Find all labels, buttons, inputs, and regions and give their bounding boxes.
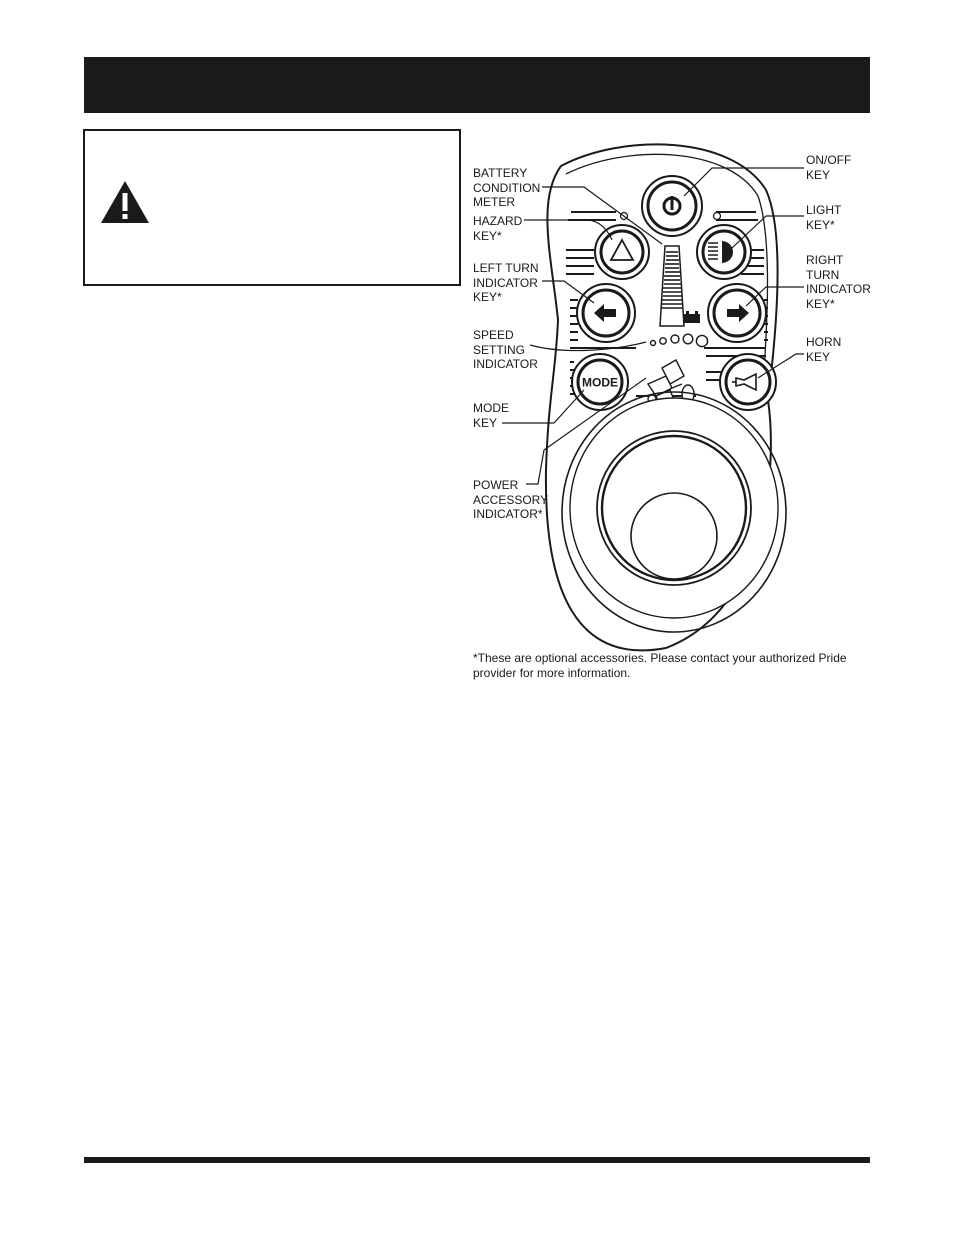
warning-box xyxy=(83,129,461,286)
label-battery-condition-meter: BATTERY CONDITION METER xyxy=(473,166,541,209)
page-header-bar xyxy=(84,57,870,113)
battery-icon xyxy=(684,311,700,323)
label-right-turn-indicator-key: RIGHT TURN INDICATOR KEY* xyxy=(806,253,871,311)
page-footer-bar xyxy=(84,1157,870,1163)
label-left-turn-indicator-key: LEFT TURN INDICATOR KEY* xyxy=(473,261,539,304)
left-turn-indicator-key[interactable] xyxy=(577,284,635,342)
right-turn-indicator-key[interactable] xyxy=(708,284,766,342)
label-power-accessory-indicator: POWER ACCESSORY INDICATOR* xyxy=(473,478,549,521)
battery-condition-meter xyxy=(660,246,700,326)
light-key[interactable] xyxy=(697,225,751,279)
mode-key-label: MODE xyxy=(582,375,618,390)
horn-key[interactable] xyxy=(720,354,776,410)
warning-triangle-icon xyxy=(99,179,151,225)
mode-key[interactable] xyxy=(572,354,628,410)
joystick-icon xyxy=(562,392,786,632)
footnote-optional-accessories: *These are optional accessories. Please contact your authorized Pride provider for more information. xyxy=(473,651,847,680)
label-speed-setting-indicator: SPEED SETTING INDICATOR xyxy=(473,328,538,371)
label-horn-key: HORN KEY xyxy=(806,335,842,364)
label-onoff-key: ON/OFF KEY xyxy=(806,153,852,182)
right-status-led xyxy=(714,213,721,220)
hazard-key[interactable] xyxy=(595,225,649,279)
label-light-key: LIGHT KEY* xyxy=(806,203,842,232)
onoff-key[interactable] xyxy=(642,176,702,236)
label-hazard-key: HAZARD KEY* xyxy=(473,214,523,243)
speed-setting-indicator xyxy=(651,334,708,346)
label-mode-key: MODE KEY xyxy=(473,401,509,430)
